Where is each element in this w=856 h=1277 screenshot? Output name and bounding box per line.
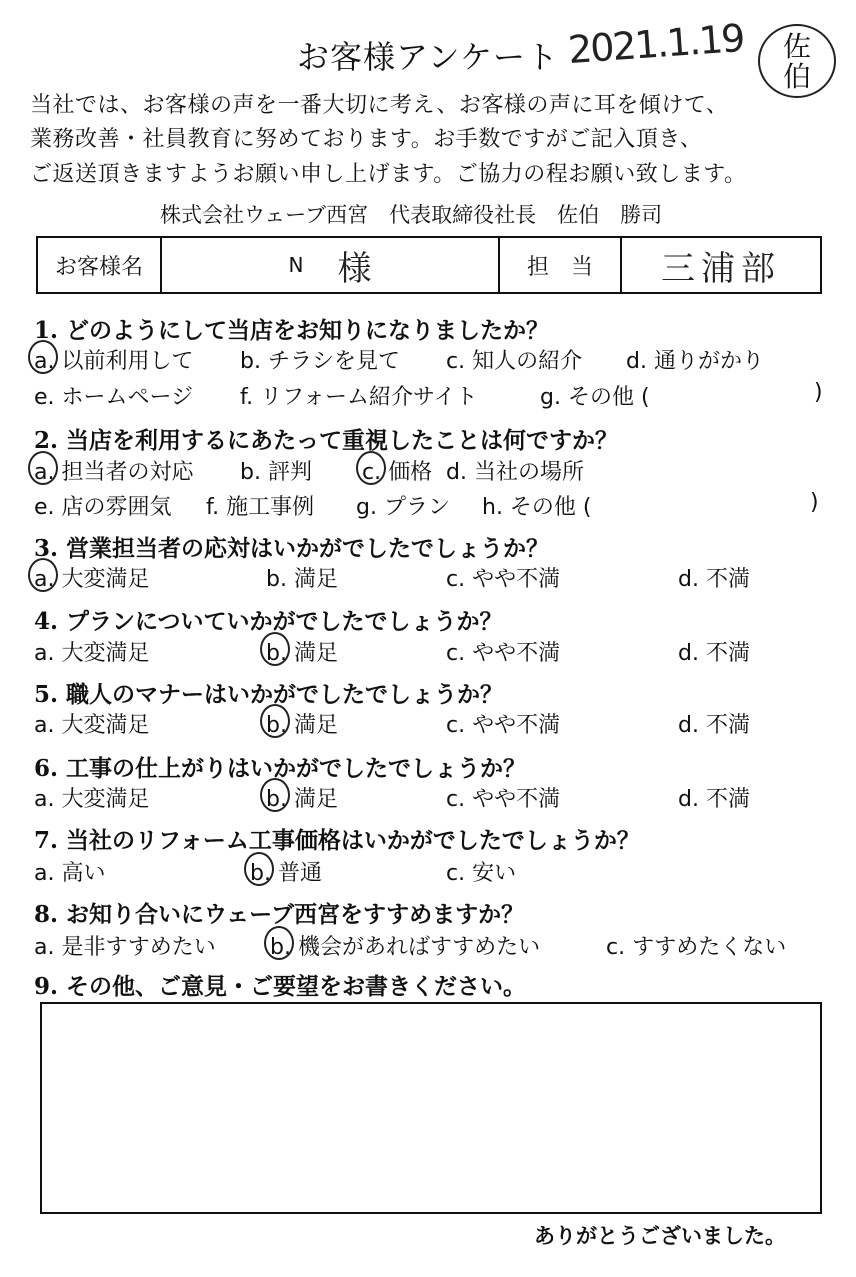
customer-name-field[interactable] — [162, 238, 500, 292]
q3-option-c[interactable]: c. やや不満 — [446, 567, 561, 592]
other-close-paren: ) — [810, 490, 819, 515]
question-4: 4. プランについていかがでしたでしょうか？ — [34, 608, 503, 635]
q2-option-c[interactable]: c. 価格 — [362, 460, 433, 485]
q2-option-d[interactable]: d. 当社の場所 — [446, 460, 584, 485]
q1-option-a[interactable]: a. 以前利用して — [34, 349, 194, 374]
customer-honorific: 様 — [337, 248, 372, 289]
q7-option-b[interactable]: b. 普通 — [250, 861, 322, 886]
q6-option-c[interactable]: c. やや不満 — [446, 787, 561, 812]
q6-option-a[interactable]: a. 大変満足 — [34, 787, 150, 812]
q1-option-c[interactable]: c. 知人の紹介 — [446, 349, 583, 374]
q2-selection-circle-c — [356, 451, 386, 485]
survey-title: お客様アンケート — [296, 38, 560, 76]
staff-label: 担 当 — [500, 238, 622, 292]
comment-box[interactable] — [40, 1002, 822, 1214]
staff-name: 三浦部 — [661, 248, 781, 289]
q2-option-e[interactable]: e. 店の雰囲気 — [34, 495, 172, 520]
q7-selection-circle-b — [244, 852, 274, 886]
q2-selection-circle-a — [28, 451, 58, 485]
company-signature: 株式会社ウェーブ西宮 代表取締役社長 佐伯 勝司 — [160, 203, 663, 227]
q2-option-g[interactable]: g. プラン — [356, 495, 450, 520]
q7-option-a[interactable]: a. 高い — [34, 861, 106, 886]
question-6: 6. 工事の仕上がりはいかがでしたでしょうか？ — [34, 755, 527, 782]
customer-name-label: お客様名 — [38, 238, 162, 292]
staff-name-field[interactable] — [622, 238, 820, 292]
q6-selection-circle-b — [260, 778, 290, 812]
q3-option-a[interactable]: a. 大変満足 — [34, 567, 150, 592]
q3-selection-circle-a — [28, 558, 58, 592]
question-5: 5. 職人のマナーはいかがでしたでしょうか？ — [34, 681, 504, 708]
intro-line-1: 当社では、お客様の声を一番大切に考え、お客様の声に耳を傾けて、 — [30, 93, 729, 118]
q4-option-b[interactable]: b. 満足 — [266, 641, 338, 666]
question-9: 9. その他、ご意見・ご要望をお書きください。 — [34, 973, 527, 1000]
question-1: 1. どのようにして当店をお知りになりましたか？ — [34, 317, 550, 344]
q5-option-c[interactable]: c. やや不満 — [446, 713, 561, 738]
question-3: 3. 営業担当者の応対はいかがでしたでしょうか？ — [34, 535, 550, 562]
q1-selection-circle-a — [28, 340, 58, 374]
q8-selection-circle-b — [264, 926, 294, 960]
customer-info-table — [36, 236, 822, 294]
q5-option-d[interactable]: d. 不満 — [678, 713, 750, 738]
question-7: 7. 当社のリフォーム工事価格はいかがでしたでしょうか？ — [34, 827, 640, 854]
handwritten-date: 2021.1.19 — [566, 15, 745, 73]
seal-char-2: 伯 — [782, 60, 811, 93]
q3-option-d[interactable]: d. 不満 — [678, 567, 750, 592]
q1-option-b[interactable]: b. チラシを見て — [240, 349, 400, 374]
intro-line-3: ご返送頂きますようお願い申し上げます。ご協力の程お願い致します。 — [30, 162, 747, 187]
q8-option-b[interactable]: b. 機会があればすすめたい — [270, 935, 541, 960]
q6-option-d[interactable]: d. 不満 — [678, 787, 750, 812]
q2-option-f[interactable]: f. 施工事例 — [206, 495, 315, 520]
q6-option-b[interactable]: b. 満足 — [266, 787, 338, 812]
other-close-paren: ) — [814, 380, 823, 405]
q8-option-a[interactable]: a. 是非すすめたい — [34, 935, 216, 960]
q1-option-g[interactable]: g. その他 ( — [540, 385, 650, 410]
q1-option-d[interactable]: d. 通りがかり — [626, 349, 764, 374]
q3-option-b[interactable]: b. 満足 — [266, 567, 338, 592]
q1-option-e[interactable]: e. ホームページ — [34, 385, 194, 410]
question-2: 2. 当店を利用するにあたって重視したことは何ですか？ — [34, 427, 619, 454]
q2-option-h[interactable]: h. その他 ( — [482, 495, 592, 520]
q4-option-c[interactable]: c. やや不満 — [446, 641, 561, 666]
q1-option-f[interactable]: f. リフォーム紹介サイト — [240, 385, 478, 410]
q7-option-c[interactable]: c. 安い — [446, 861, 517, 886]
seal-stamp — [758, 24, 836, 98]
q2-option-a[interactable]: a. 担当者の対応 — [34, 460, 194, 485]
intro-line-2: 業務改善・社員教育に努めております。お手数ですがご記入頂き、 — [30, 127, 703, 152]
q5-option-a[interactable]: a. 大変満足 — [34, 713, 150, 738]
q4-option-d[interactable]: d. 不満 — [678, 641, 750, 666]
customer-initial: N — [288, 253, 304, 277]
q4-option-a[interactable]: a. 大変満足 — [34, 641, 150, 666]
q5-option-b[interactable]: b. 満足 — [266, 713, 338, 738]
q8-option-c[interactable]: c. すすめたくない — [606, 935, 787, 960]
q2-option-b[interactable]: b. 評判 — [240, 460, 312, 485]
question-8: 8. お知り合いにウェーブ西宮をすすめますか？ — [34, 901, 525, 928]
closing-message: ありがとうございました。 — [534, 1223, 786, 1248]
q5-selection-circle-b — [260, 704, 290, 738]
q4-selection-circle-b — [260, 632, 290, 666]
seal-char-1: 佐 — [782, 30, 811, 63]
